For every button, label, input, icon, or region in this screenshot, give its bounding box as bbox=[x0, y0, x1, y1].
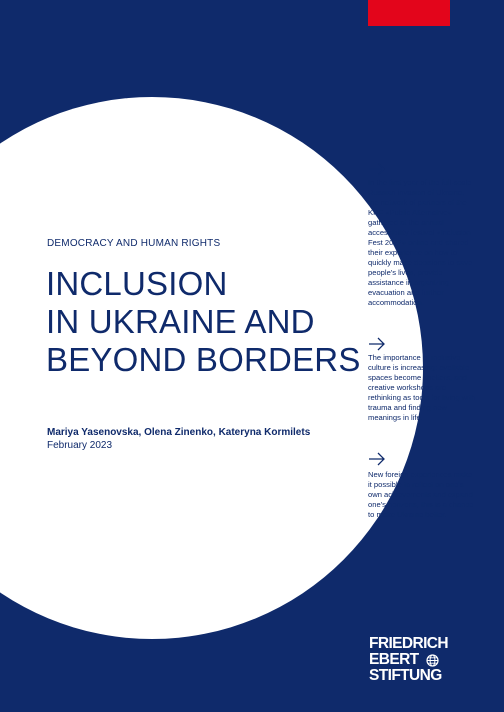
logo-line-2: EBERT bbox=[369, 651, 419, 668]
authors: Mariya Yasenovska, Olena Zinenko, Kateryna Kormilets bbox=[47, 427, 311, 438]
document-title bbox=[46, 265, 366, 379]
logo-line-3: STIFTUNG bbox=[369, 667, 442, 684]
title-line-2: IN UKRAINE AND bbox=[46, 302, 315, 340]
logo-line-1: FRIEDRICH bbox=[369, 635, 448, 652]
summary-paragraph-1: In the first year of the full-scale Russian invasion of Ukraine, the network of partners of the KRF «Public Alternative» gathered at the annual accessibility festival «Inclusion Fest 2022» online and shared their experience on how to quickly make decisions to save people's lives, provide assistance in organizing evacuation and further accommodation. bbox=[368, 178, 473, 308]
title-line-1: INCLUSION bbox=[46, 265, 228, 302]
series-label: DEMOCRACY AND HUMAN RIGHTS bbox=[47, 238, 221, 249]
publication-date: February 2023 bbox=[47, 440, 113, 451]
arrow-right-icon bbox=[368, 452, 386, 466]
publisher-logo bbox=[369, 636, 459, 684]
red-accent-tab bbox=[368, 0, 450, 26]
title-line-3: BEYOND BORDERS bbox=[46, 340, 361, 378]
arrow-right-icon bbox=[368, 337, 386, 351]
arrow-right-icon bbox=[368, 162, 386, 176]
globe-icon bbox=[426, 654, 439, 671]
summary-paragraph-3: New foreign experiences make it possible to reflect on one's own achievements and expand one's horizons, this is a chance to make Ukraine better. bbox=[368, 470, 474, 520]
summary-paragraph-2: The importance of inclusive culture is increasing: available spaces become shelters, and creative workshops are rethinking as tools for living with trauma and finding new meanings in life. bbox=[368, 353, 476, 423]
